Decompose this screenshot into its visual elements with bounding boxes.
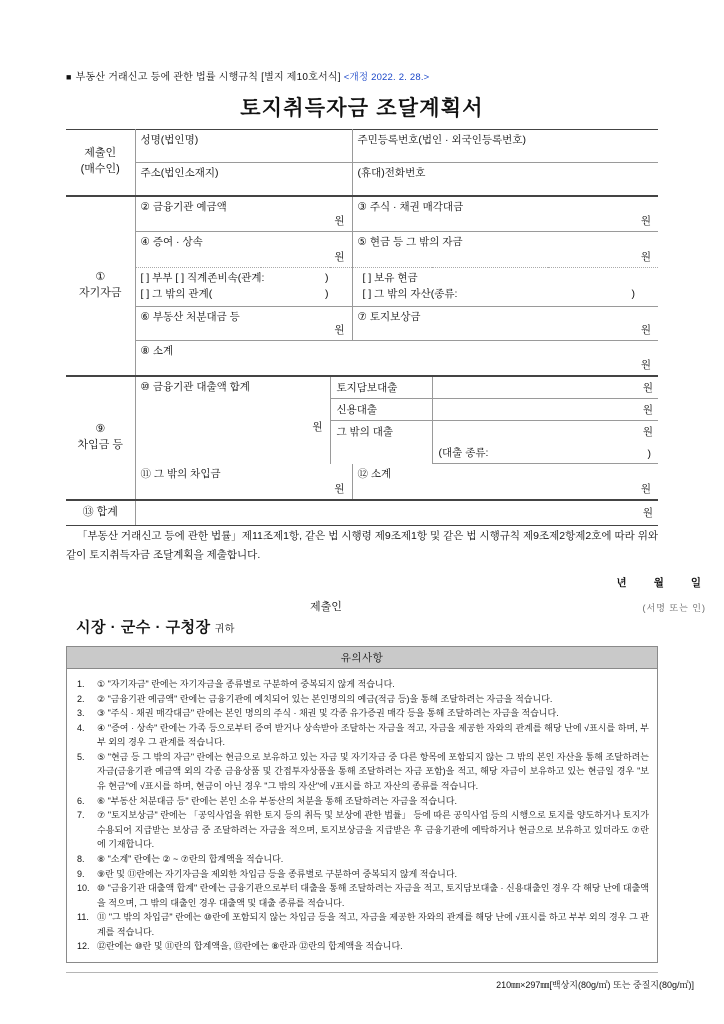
item5-won-unit: 원 — [640, 251, 651, 263]
item5-checkbox-other-asset[interactable] — [363, 286, 654, 302]
note-text: ② "금융기관 예금액" 란에는 금융기관에 예치되어 있는 본인명의의 예금(적금 등)을 통해 조달하려는 자금을 적습니다. — [97, 693, 553, 704]
item4-check1-close: ) — [325, 272, 329, 284]
table-row — [66, 196, 658, 232]
mortgage-loan-label: 토지담보대출 — [336, 382, 398, 395]
address-field-cell[interactable] — [135, 163, 352, 196]
note-number: 3. — [77, 708, 85, 719]
note-number: 6. — [77, 795, 85, 806]
credit-loan-amount-cell[interactable] — [432, 399, 658, 421]
list-item — [77, 721, 649, 750]
note-text: ⑫란에는 ⑩란 및 ⑪란의 합계액을, ⑬란에는 ⑧란과 ⑫란의 합계액을 적습니다. — [97, 941, 403, 952]
rrn-label: 주민등록번호(법인 · 외국인등록번호) — [357, 134, 526, 146]
item6-won-unit: 원 — [334, 323, 345, 336]
table-row — [66, 232, 658, 268]
bullet-square-icon: ■ — [66, 72, 72, 82]
loan-type-label: (대출 종류: — [438, 447, 489, 460]
table-row — [66, 268, 658, 307]
total-amount-cell[interactable] — [135, 500, 658, 526]
total-label-cell — [66, 500, 135, 526]
item5-asset-checkboxes[interactable] — [352, 268, 658, 307]
note-text: ① "자기자금" 란에는 자기자금을 종류별로 구분하여 중복되지 않게 적습니다. — [97, 679, 395, 689]
phone-field-cell[interactable] — [352, 163, 658, 196]
address-label: 주소(법인소재지) — [140, 167, 219, 179]
addressee-title: 시장 · 군수 · 구청장 — [76, 619, 211, 636]
total-label: ⑬ 합계 — [82, 505, 118, 518]
table-row — [66, 376, 658, 399]
note-number: 5. — [77, 751, 85, 762]
note-number: 9. — [77, 868, 85, 879]
borrowed-funds-number: ⑨ — [95, 422, 106, 435]
list-item — [77, 867, 649, 882]
list-item — [77, 939, 649, 954]
item3-cell[interactable] — [352, 196, 658, 232]
table-row — [66, 306, 658, 340]
table-row — [66, 464, 658, 500]
item10-label: ⑩ 금융기관 대출액 합계 — [140, 381, 250, 394]
table-row — [66, 500, 658, 526]
mortgage-loan-amount-cell[interactable] — [432, 376, 658, 399]
item12-won-unit: 원 — [640, 482, 651, 495]
list-item — [77, 750, 649, 794]
note-number: 12. — [77, 941, 90, 952]
item5-check2-close: ) — [631, 288, 635, 301]
credit-loan-won: 원 — [642, 404, 653, 417]
list-item — [77, 794, 649, 809]
name-field-cell[interactable] — [135, 130, 352, 163]
item11-label: ⑪ 그 밖의 차입금 — [140, 467, 221, 480]
list-item — [77, 677, 649, 692]
submitter-label-line2: (매수인) — [80, 163, 120, 176]
item11-cell[interactable] — [135, 464, 352, 500]
item12-cell[interactable] — [352, 464, 658, 500]
item6-label: ⑥ 부동산 처분대금 등 — [140, 310, 240, 323]
item8-won-unit: 원 — [640, 359, 651, 372]
loan-row-label-other — [330, 421, 432, 464]
note-number: 8. — [77, 853, 85, 864]
total-won-unit: 원 — [642, 507, 653, 520]
item5-checkbox-cash[interactable] — [363, 270, 654, 286]
day-label: 일 — [690, 577, 702, 589]
month-label: 월 — [653, 577, 665, 589]
funding-plan-table — [66, 129, 658, 526]
addressee-suffix: 귀하 — [214, 624, 235, 635]
note-number: 11. — [77, 912, 89, 923]
item6-cell[interactable] — [135, 306, 352, 340]
note-text: ⑧ "소계" 란에는 ② ~ ⑦란의 합계액을 적습니다. — [97, 853, 284, 864]
submitter-label-cell — [66, 130, 135, 196]
table-row — [66, 130, 658, 163]
signature-or-seal-note: (서명 또는 인) — [642, 603, 706, 613]
other-loan-amount-cell[interactable] — [432, 421, 658, 443]
note-number: 2. — [77, 693, 85, 704]
note-number: 7. — [77, 810, 85, 821]
loan-type-close: ) — [647, 448, 651, 461]
addressee-line — [76, 616, 235, 637]
mortgage-loan-won: 원 — [642, 382, 653, 395]
item3-label: ③ 주식 · 채권 매각대금 — [357, 200, 464, 213]
note-text: ⑦ "토지보상금" 란에는 「공익사업을 위한 토지 등의 취득 및 보상에 관한 법률」 등에 따른 공익사업 등의 시행으로 토지를 양도하거나 토지가 수용되어 지급받는 보상금 중 조달하려는 자금을 적으며, 토지보상금을 지급받은 후 금융기관에 예탁하거나 현금으로 보유하고 있더라도 ⑦란에 기재합니다. — [97, 810, 649, 850]
date-line — [617, 575, 702, 590]
item10-won-unit: 원 — [312, 421, 323, 434]
law-reference-line — [66, 68, 429, 83]
other-loan-label: 그 밖의 대출 — [336, 426, 394, 439]
item3-won-unit: 원 — [640, 215, 651, 227]
item11-won-unit: 원 — [334, 482, 345, 495]
item8-subtotal-cell[interactable] — [135, 340, 658, 376]
item4-check2-label: [ ] 그 밖의 관계( — [140, 288, 213, 301]
list-item — [77, 852, 649, 867]
item2-cell[interactable] — [135, 196, 352, 232]
item5-label: ⑤ 현금 등 그 밖의 자금 — [357, 236, 463, 248]
item4-label: ④ 증여 · 상속 — [140, 236, 203, 248]
borrowed-funds-label: 차입금 등 — [77, 438, 124, 451]
item4-checkbox-spouse-lineal[interactable] — [141, 270, 347, 286]
item4-relation-checkboxes[interactable] — [135, 268, 352, 307]
credit-loan-label: 신용대출 — [336, 404, 378, 417]
item4-check2-close: ) — [325, 288, 329, 301]
item2-label: ② 금융기관 예금액 — [140, 200, 227, 213]
page-title: 토지취득자금 조달계획서 — [240, 97, 484, 120]
item12-label: ⑫ 소계 — [357, 468, 392, 481]
item4-won-unit: 원 — [334, 251, 345, 263]
note-text: ③ "주식 · 채권 매각대금" 란에는 본인 명의의 주식 · 채권 및 각종 유가증권 매각 등을 통해 조달하려는 자금을 적습니다. — [97, 708, 559, 719]
own-funds-number: ① — [95, 270, 106, 283]
item10-cell[interactable] — [135, 376, 330, 464]
paper-spec-footer: 210㎜×297㎜[백상지(80g/㎡) 또는 중질지(80g/㎡)] — [496, 980, 694, 990]
item5-check1-label: [ ] 보유 현금 — [362, 272, 418, 284]
list-item — [77, 910, 649, 939]
table-row — [66, 163, 658, 196]
footer-divider — [66, 972, 658, 973]
item4-cell[interactable] — [135, 232, 352, 268]
submitter-signature-label: 제출인 — [310, 601, 342, 613]
item7-label: ⑦ 토지보상금 — [357, 310, 421, 323]
own-funds-label: 자기자금 — [78, 286, 122, 299]
revision-date: <개정 2022. 2. 28.> — [343, 72, 430, 83]
note-text: ⑩ "금융기관 대출액 합계" 란에는 금융기관으로부터 대출을 통해 조달하려는 자금을 적고, 토지담보대출 · 신용대출인 경우 각 해당 난에 대출액을 적으며, 그 밖의 대출인 경우 대출액 및 대출 종류를 적습니다. — [97, 883, 649, 908]
law-reference-text: 부동산 거래신고 등에 관한 법률 시행규칙 [별지 제10호서식] — [75, 72, 341, 83]
note-text: ⑥ "부동산 처분대금 등" 란에는 본인 소유 부동산의 처분을 통해 조달하려는 자금을 적습니다. — [97, 795, 457, 806]
notes-box — [66, 646, 658, 963]
item8-label: ⑧ 소계 — [140, 344, 174, 357]
note-text: ⑨란 및 ⑪란에는 자기자금을 제외한 차입금 등을 종류별로 구분하여 중복되지 않게 적습니다. — [97, 868, 458, 879]
statement-text: 「부동산 거래신고 등에 관한 법률」제11조제1항, 같은 법 시행령 제9조제1항 및 같은 법 시행규칙 제9조제2항제2호에 따라 위와 같이 토지취득자금 조달계획을 제출합니다. — [66, 530, 658, 562]
note-number: 4. — [77, 722, 85, 733]
rrn-field-cell[interactable] — [352, 130, 658, 163]
note-number: 1. — [77, 679, 85, 689]
table-row — [66, 340, 658, 376]
item4-check1-label: [ ] 부부 [ ] 직계존비속(관계: — [140, 272, 265, 284]
year-label: 년 — [616, 577, 628, 589]
statement-block — [66, 527, 658, 566]
other-loan-won: 원 — [642, 426, 653, 439]
notes-list — [77, 677, 649, 954]
notes-heading: 유의사항 — [67, 647, 657, 669]
note-text: ⑤ "현금 등 그 밖의 자금" 란에는 현금으로 보유하고 있는 자금 및 자기자금 중 다른 항목에 포함되지 않는 그 밖의 본인 자산을 통해 조달하려는 자금(금융기관 예금액 외의 각종 금융상품 및 간접투자상품을 통해 조달하려는 자금 포함)을 적고, 해당 자금이 보유하고 있는 현금일 경우 "보유 현금"에 √표시를 하며, 현금이 아닌 경우 "그 밖의 자산"에 √표시를 하고 자산의 종류를 적습니다. — [97, 751, 649, 792]
note-number: 10. — [77, 883, 90, 894]
note-text: ④ "증여 · 상속" 란에는 가족 등으로부터 증여 받거나 상속받아 조달하는 자금을 적고, 자금을 제공한 자와의 관계를 해당 난에 √표시를 하며, 부부 외의 경우 그 관계를 적습니다. — [97, 722, 649, 748]
item5-cell[interactable] — [352, 232, 658, 268]
loan-row-label-credit — [330, 399, 432, 421]
own-funds-label-cell — [66, 196, 135, 377]
loan-row-label-mortgage — [330, 376, 432, 399]
list-item — [77, 808, 649, 852]
note-text: ⑪ "그 밖의 차입금" 란에는 ⑩란에 포함되지 않는 차입금 등을 적고, 자금을 제공한 자와의 관계를 해당 난에 √표시를 하고 부부 외의 경우 그 관계를 적습니다. — [97, 912, 649, 937]
item5-check2-label: [ ] 그 밖의 자산(종류: — [362, 288, 458, 301]
item7-cell[interactable] — [352, 306, 658, 340]
name-label: 성명(법인명) — [140, 134, 199, 146]
list-item — [77, 706, 649, 721]
loan-type-cell[interactable] — [432, 442, 658, 464]
item2-won-unit: 원 — [334, 215, 345, 227]
borrowed-funds-label-cell — [66, 376, 135, 500]
phone-label: (휴대)전화번호 — [357, 167, 426, 179]
item7-won-unit: 원 — [640, 323, 651, 336]
list-item — [77, 692, 649, 707]
submitter-label-line1: 제출인 — [84, 147, 117, 160]
list-item — [77, 881, 649, 910]
item4-checkbox-other-relation[interactable] — [141, 286, 347, 302]
notes-body — [67, 669, 657, 962]
